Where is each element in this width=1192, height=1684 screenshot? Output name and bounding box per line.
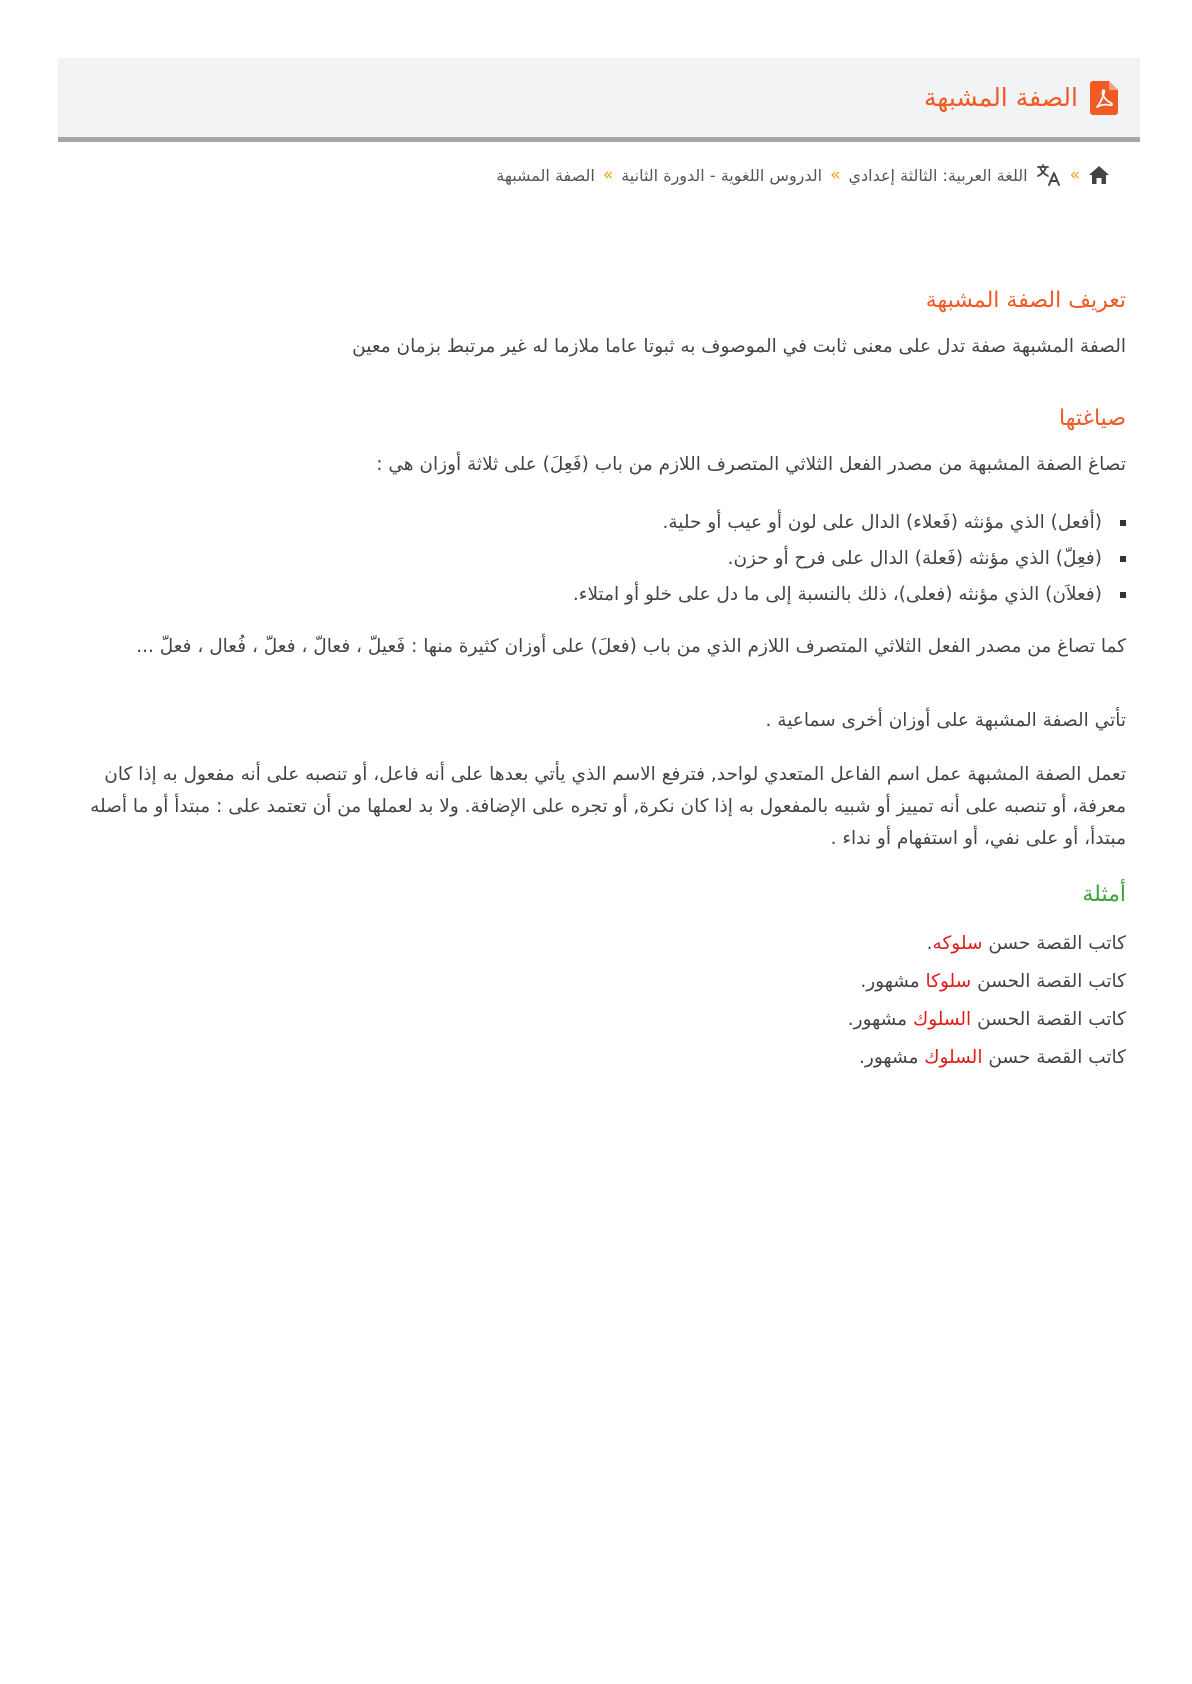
translate-icon — [1036, 163, 1062, 187]
breadcrumb-item-current: الصفة المشبهة — [496, 165, 595, 185]
page-title: الصفة المشبهة — [923, 83, 1078, 112]
list-item: (فعلاَن) الذي مؤنثه (فعلى)، ذلك بالنسبة إلى ما دل على خلو أو امتلاء. — [66, 577, 1126, 613]
breadcrumb — [70, 163, 1110, 187]
pdf-icon — [1090, 81, 1118, 115]
list-item: (فعِلّ) الذي مؤنثه (فَعلة) الدال على فرح أو حزن. — [66, 541, 1126, 577]
home-icon[interactable] — [1088, 165, 1110, 185]
formation-text-4: تعمل الصفة المشبهة عمل اسم الفاعل المتعدي لواحد, فترفع الاسم الذي يأتي بعدها على أنه فاعل، أو تنصبه على أنه مفعول به إذا كان معرفة، أو تنصبه على أنه تمييز أو شبيه بالمفعول به إذا كان نكرة, أو تجره على الإضافة. ولا بد لعملها من أن تعتمد على : مبتدأ أو ما أصله مبتدأ، أو على نفي، أو استفهام أو نداء . — [90, 764, 1126, 849]
title-bar — [58, 58, 1140, 142]
formation-list — [66, 505, 1126, 613]
breadcrumb-separator: » — [1069, 165, 1080, 185]
bullet-square-icon — [1120, 592, 1126, 598]
formation-heading: صياغتها — [1058, 406, 1126, 431]
example-highlight: السلوك — [924, 1047, 983, 1068]
definition-text: الصفة المشبهة صفة تدل على معنى ثابت في الموصوف به ثبوتا عاما ملازما له غير مرتبط بزمان معين — [352, 336, 1126, 357]
example-item: كاتب القصة حسن السلوك مشهور. — [859, 1047, 1126, 1068]
examples-heading: أمثلة — [1082, 882, 1126, 907]
example-item: كاتب القصة الحسن سلوكا مشهور. — [860, 971, 1126, 992]
breadcrumb-item-language-lessons[interactable]: الدروس اللغوية - الدورة الثانية — [621, 165, 823, 185]
example-item: كاتب القصة الحسن السلوك مشهور. — [847, 1009, 1126, 1030]
breadcrumb-separator: » — [602, 165, 614, 185]
example-item: كاتب القصة حسن سلوكه. — [926, 933, 1126, 954]
formation-text-3: تأتي الصفة المشبهة على أوزان أخرى سماعية . — [765, 710, 1126, 731]
formation-intro: تصاغ الصفة المشبهة من مصدر الفعل الثلاثي المتصرف اللازم من باب (فَعِلَ) على ثلاثة أوزان هي : — [376, 454, 1126, 475]
formation-text-2: كما تصاغ من مصدر الفعل الثلاثي المتصرف اللازم الذي من باب (فعلَ) على أوزان كثيرة منها : فَعيلّ ، فعالّ ، فعلّ ، فُعال ، فعلّ ... — [136, 636, 1126, 657]
example-highlight: سلوكا — [925, 971, 972, 992]
example-highlight: سلوكه — [932, 933, 983, 954]
example-highlight: السلوك — [912, 1009, 972, 1030]
bullet-square-icon — [1120, 556, 1126, 562]
bullet-square-icon — [1120, 520, 1126, 526]
lesson-content — [66, 285, 1126, 1077]
breadcrumb-separator: » — [830, 165, 841, 185]
examples-list — [66, 925, 1126, 1077]
list-item: (أفعل) الذي مؤنثه (فَعلاء) الدال على لون أو عيب أو حلية. — [66, 505, 1126, 541]
breadcrumb-item-arabic-3rd-prep[interactable]: اللغة العربية: الثالثة إعدادي — [848, 165, 1028, 185]
definition-heading: تعريف الصفة المشبهة — [925, 288, 1126, 313]
